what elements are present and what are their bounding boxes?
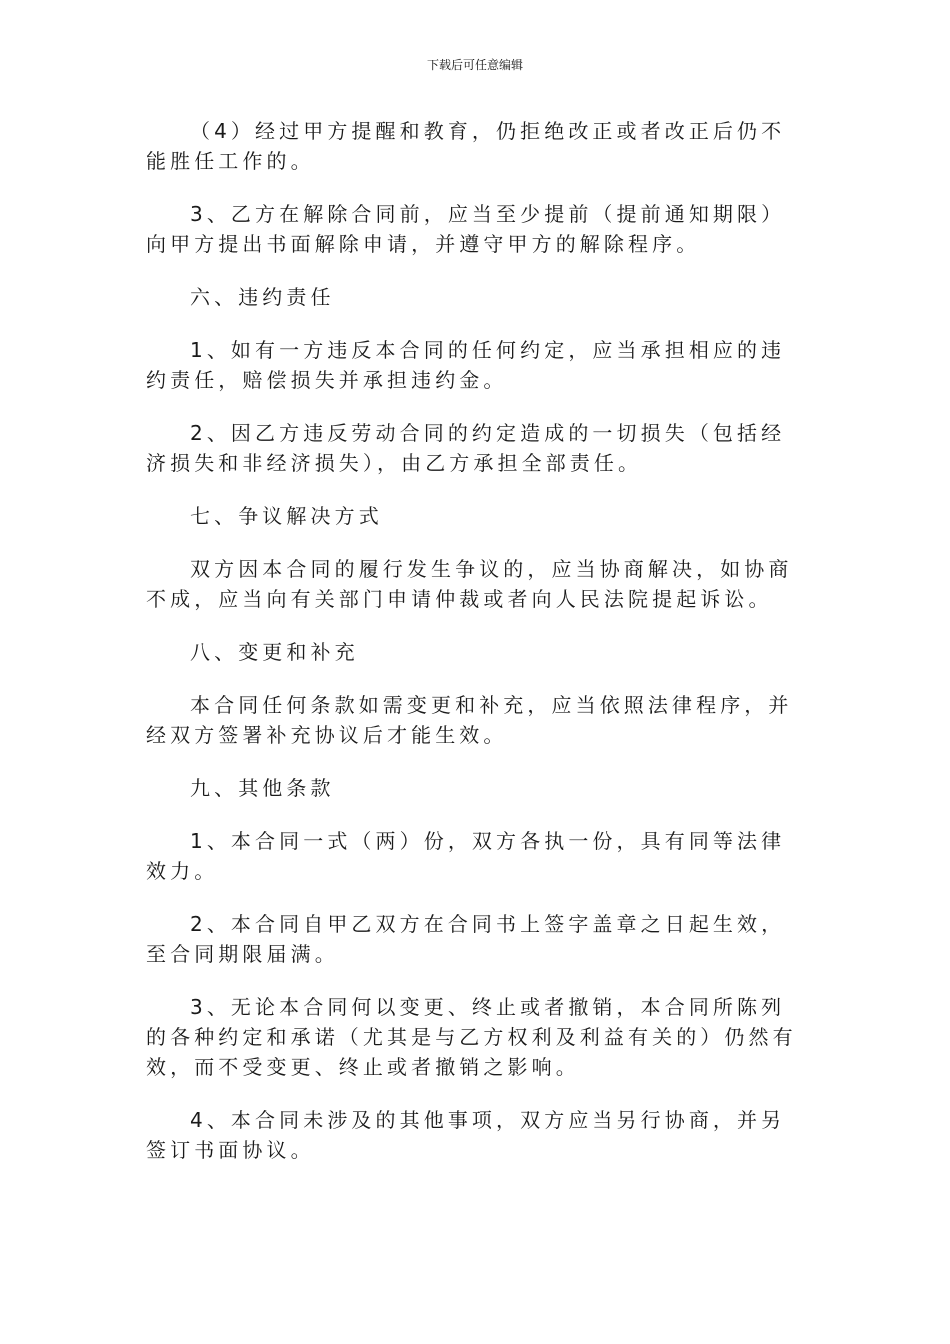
paragraph-amendment: 本合同任何条款如需变更和补充，应当依照法律程序，并经双方签署补充协议后才能生效。 — [146, 693, 793, 747]
paragraph-other-3: 3、无论本合同何以变更、终止或者撤销，本合同所陈列的各种约定和承诺（尤其是与乙方权利及利益有关的）仍然有效，而不受变更、终止或者撤销之影响。 — [146, 995, 797, 1079]
page-header: 下载后可任意编辑 — [426, 58, 523, 72]
section-heading-amendment: 八、变更和补充 — [190, 640, 359, 664]
paragraph-other-1: 1、本合同一式（两）份，双方各执一份，具有同等法律效力。 — [146, 829, 786, 883]
section-heading-other-terms: 九、其他条款 — [190, 776, 335, 800]
paragraph-termination-item-4: （4）经过甲方提醒和教育，仍拒绝改正或者改正后仍不能胜任工作的。 — [146, 119, 786, 173]
paragraph-other-2: 2、本合同自甲乙双方在合同书上签字盖章之日起生效，至合同期限届满。 — [146, 912, 786, 966]
section-heading-liability: 六、违约责任 — [190, 285, 335, 309]
paragraph-liability-1: 1、如有一方违反本合同的任何约定，应当承担相应的违约责任，赔偿损失并承担违约金。 — [146, 338, 786, 392]
paragraph-termination-notice: 3、乙方在解除合同前，应当至少提前（提前通知期限）向甲方提出书面解除申请，并遵守甲方的解除程序。 — [146, 202, 786, 256]
section-heading-dispute: 七、争议解决方式 — [190, 504, 383, 528]
paragraph-liability-2: 2、因乙方违反劳动合同的约定造成的一切损失（包括经济损失和非经济损失），由乙方承担全部责任。 — [146, 421, 786, 475]
paragraph-other-4: 4、本合同未涉及的其他事项，双方应当另行协商，并另签订书面协议。 — [146, 1108, 786, 1162]
paragraph-dispute: 双方因本合同的履行发生争议的，应当协商解决，如协商不成，应当向有关部门申请仲裁或者向人民法院提起诉讼。 — [146, 557, 793, 611]
document-body — [146, 116, 806, 1165]
